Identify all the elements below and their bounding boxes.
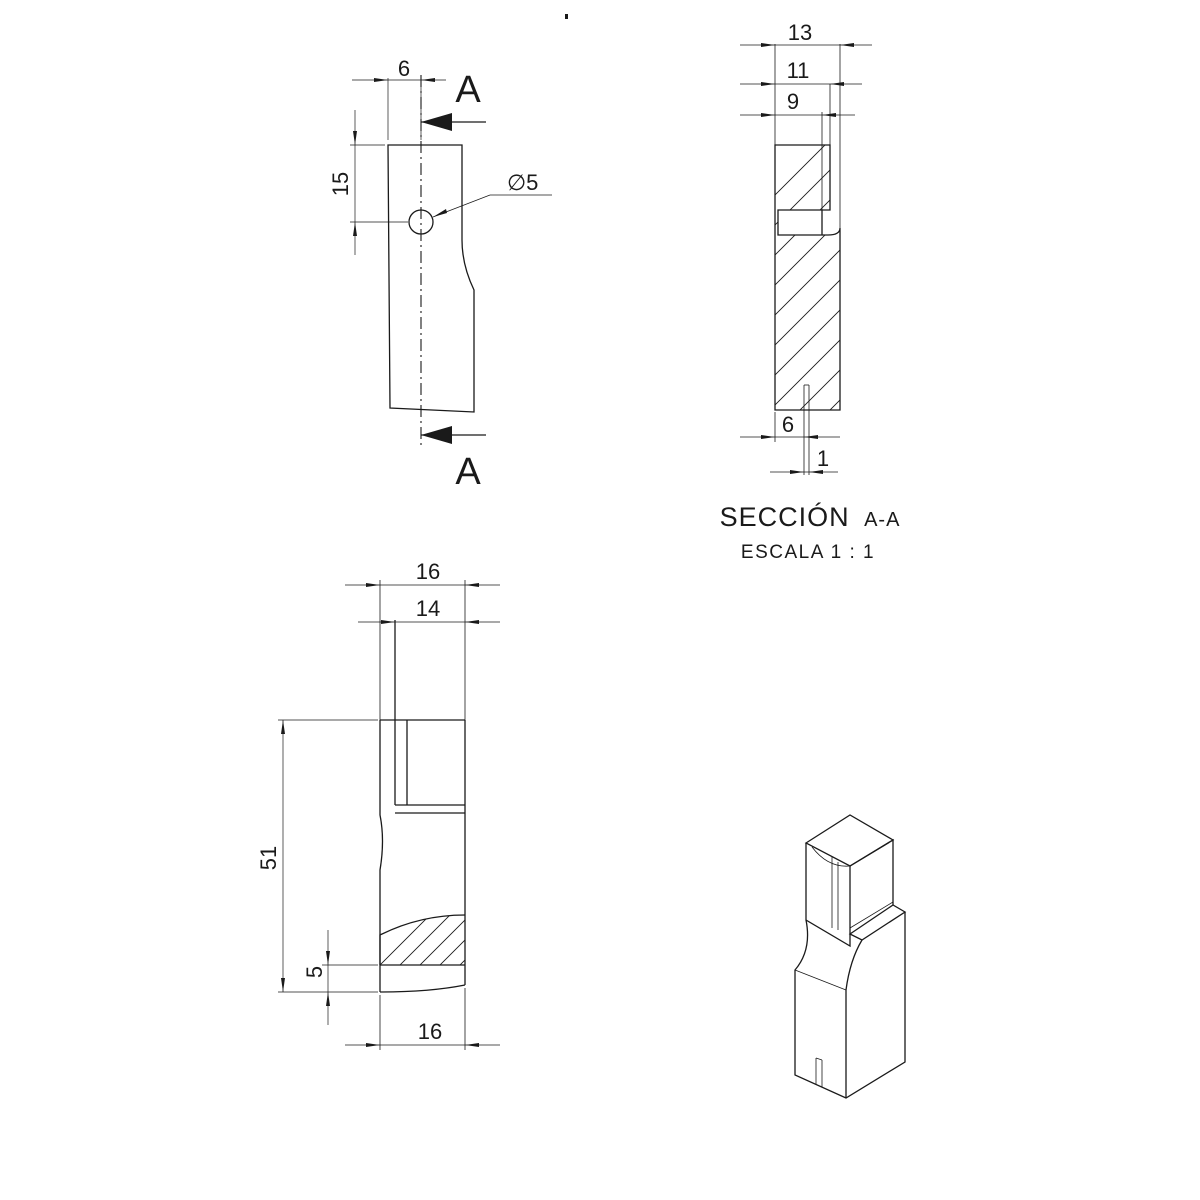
scale-caption: ESCALA 1 : 1 [740, 542, 876, 563]
arrowhead [326, 992, 330, 1006]
arrowhead [790, 470, 804, 474]
section-arrow-top [421, 113, 452, 131]
front-view [328, 56, 552, 493]
arrowhead [281, 720, 285, 734]
arrowhead [761, 43, 775, 47]
iso-top-face [806, 815, 893, 866]
dim-text-9: 9 [786, 89, 800, 114]
dim-text-16: 16 [415, 559, 441, 584]
iso-curve-edge [795, 970, 846, 990]
arrowhead [804, 435, 818, 439]
stray-mark [565, 14, 568, 19]
arrowhead [353, 131, 357, 145]
front-view-outline [388, 145, 474, 412]
iso-upper-left-face [806, 843, 850, 946]
section-caption [720, 501, 901, 532]
isometric-view [795, 815, 905, 1098]
arrowhead [840, 43, 854, 47]
iso-notch [816, 1058, 822, 1060]
dim-text-6: 6 [397, 56, 411, 81]
iso-upper-right-face [850, 840, 893, 905]
arrowhead [421, 78, 435, 82]
arrowhead [366, 1043, 380, 1047]
arrowhead [761, 82, 775, 86]
iso-lower-front-edge [846, 940, 862, 1098]
section-caption-id: A-A [864, 509, 901, 531]
section-caption-main: SECCIÓN [719, 502, 850, 532]
section-view [720, 20, 901, 563]
arrowhead [761, 435, 775, 439]
arrowhead [830, 82, 844, 86]
dim-text-16-bottom: 16 [417, 1019, 443, 1044]
dim-text-13: 13 [787, 20, 813, 45]
arrowhead [761, 113, 775, 117]
arrowhead [374, 78, 388, 82]
arrowhead [326, 951, 330, 965]
dim-text-11: 11 [786, 58, 810, 83]
arrowhead [465, 620, 479, 624]
arrowhead [465, 583, 479, 587]
dim-text-51: 51 [256, 845, 281, 871]
dim-text-6: 6 [781, 412, 795, 437]
dim-text-5: 5 [302, 965, 327, 979]
arrowhead [366, 583, 380, 587]
arrowhead [381, 620, 395, 624]
arrowhead [433, 209, 447, 217]
iso-step-ledge [850, 905, 905, 940]
dim-text-1: 1 [816, 446, 830, 471]
dim-text-diameter: ∅5 [507, 170, 539, 195]
arrowhead [353, 222, 357, 236]
dim-text-14: 14 [415, 596, 441, 621]
section-label-bottom: A [455, 451, 481, 493]
side-bottom-edge [380, 985, 465, 992]
section-label-top: A [455, 69, 481, 111]
section-hatching [740, 110, 860, 500]
section-arrow-bottom [421, 426, 452, 444]
arrowhead [281, 978, 285, 992]
arrowhead [822, 113, 836, 117]
side-view [256, 559, 520, 1050]
arrowhead [465, 1043, 479, 1047]
dim-text-15: 15 [328, 171, 353, 197]
